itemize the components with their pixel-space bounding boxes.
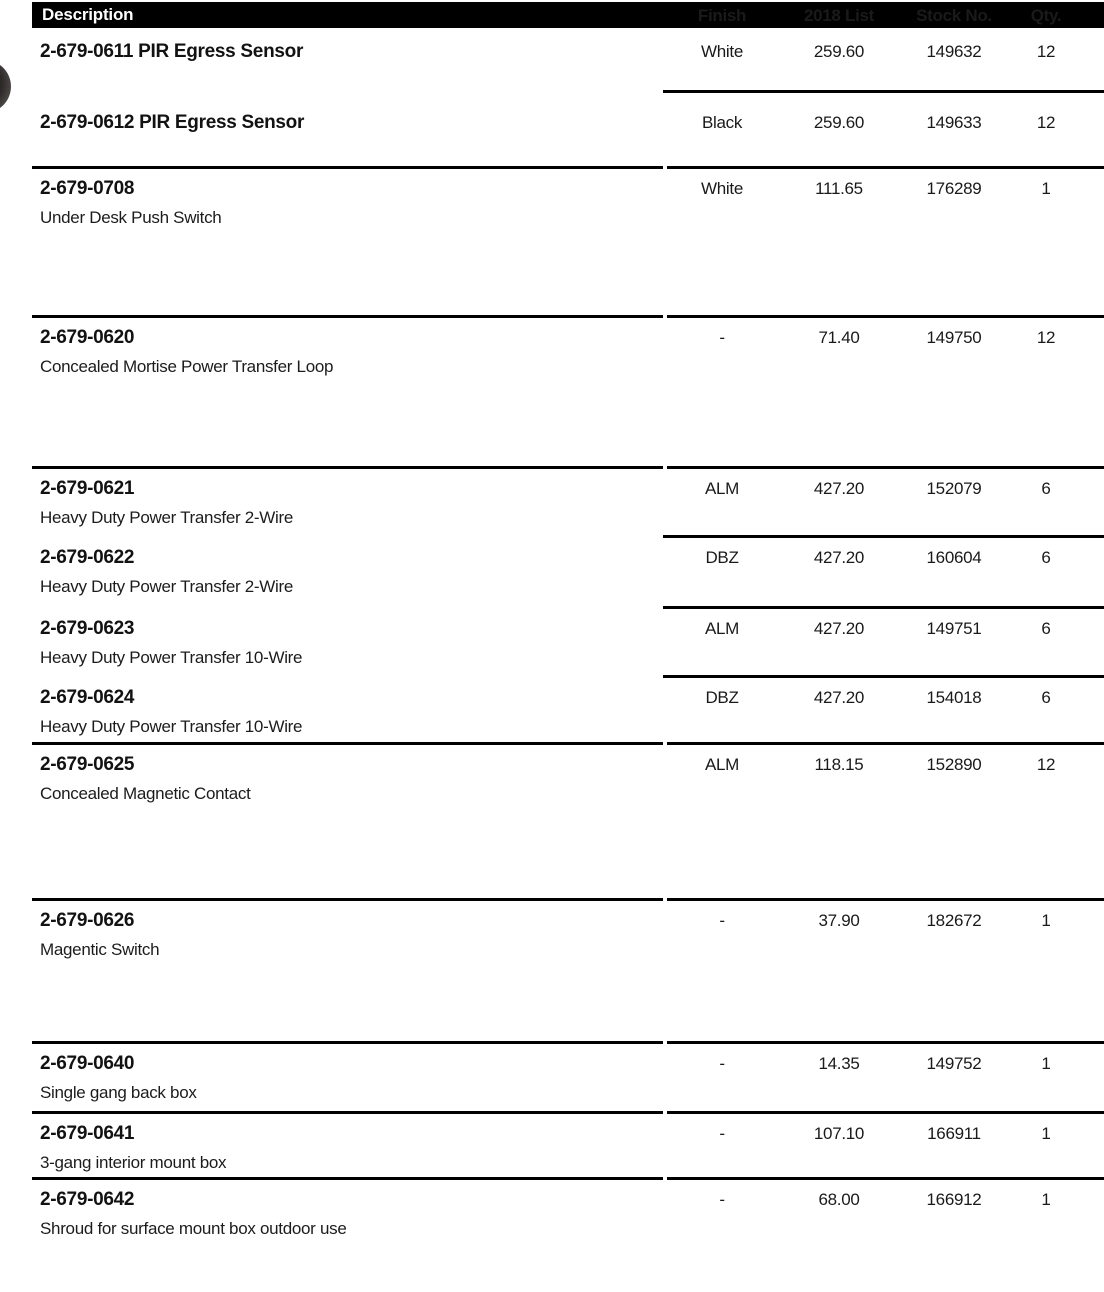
product-code: 2-679-0640 <box>40 1053 135 1074</box>
qty-value: 6 <box>1041 479 1051 498</box>
stock-no-value: 149752 <box>926 1054 982 1073</box>
product-code: 2-679-0611 PIR Egress Sensor <box>40 41 304 62</box>
list-price-value: 427.20 <box>813 619 865 638</box>
product-code: 2-679-0641 <box>40 1123 135 1144</box>
list-price-value: 111.65 <box>815 179 863 198</box>
qty-value: 6 <box>1041 619 1051 638</box>
qty-value: 1 <box>1041 911 1051 930</box>
product-photo-circle <box>0 60 11 113</box>
table-row <box>32 469 1104 535</box>
list-price-value: 427.20 <box>813 548 865 567</box>
product-description: Single gang back box <box>40 1083 197 1102</box>
finish-value: White <box>701 42 743 61</box>
product-code: 2-679-0623 <box>40 618 135 639</box>
table-row <box>32 1044 1104 1111</box>
list-price-value: 37.90 <box>818 911 860 930</box>
finish-value: DBZ <box>705 548 739 567</box>
finish-value: ALM <box>704 479 740 498</box>
finish-value: ALM <box>704 619 740 638</box>
stock-no-value: 152079 <box>926 479 982 498</box>
list-price-value: 68.00 <box>818 1190 860 1209</box>
product-code: 2-679-0625 <box>40 754 135 775</box>
product-description: Heavy Duty Power Transfer 2-Wire <box>40 508 294 527</box>
stock-no-value: 149633 <box>926 113 982 132</box>
table-row <box>32 28 1104 90</box>
table-row <box>32 93 1104 166</box>
table-row <box>32 745 1104 898</box>
product-description: Under Desk Push Switch <box>40 208 222 227</box>
product-code: 2-679-0708 <box>40 178 135 199</box>
finish-value: - <box>719 911 725 930</box>
table-row <box>32 538 1104 606</box>
finish-value: - <box>719 1054 725 1073</box>
qty-value: 6 <box>1041 548 1051 567</box>
column-header-2018-list: 2018 List <box>803 5 875 25</box>
list-price-value: 259.60 <box>813 113 865 132</box>
product-code: 2-679-0624 <box>40 687 135 708</box>
column-header-finish: Finish <box>697 5 747 25</box>
product-code: 2-679-0626 <box>40 910 135 931</box>
column-header-stock-no: Stock No. <box>916 5 992 25</box>
product-code: 2-679-0642 <box>40 1189 135 1210</box>
stock-no-value: 149750 <box>926 328 982 347</box>
stock-no-value: 149751 <box>926 619 982 638</box>
product-description: Shroud for surface mount box outdoor use <box>40 1219 347 1238</box>
price-list-table <box>32 2 1104 1292</box>
qty-value: 12 <box>1036 328 1056 347</box>
product-description: Concealed Magnetic Contact <box>40 784 251 803</box>
finish-value: White <box>701 179 743 198</box>
product-code: 2-679-0621 <box>40 478 135 499</box>
table-row <box>32 318 1104 466</box>
list-price-value: 259.60 <box>813 42 865 61</box>
finish-value: ALM <box>704 755 740 774</box>
stock-no-value: 154018 <box>926 688 982 707</box>
qty-value: 1 <box>1041 1124 1051 1143</box>
stock-no-value: 166911 <box>927 1124 981 1143</box>
column-header-description: Description <box>42 5 134 24</box>
qty-value: 12 <box>1036 42 1056 61</box>
qty-value: 6 <box>1041 688 1051 707</box>
table-row <box>32 609 1104 675</box>
product-description: Magentic Switch <box>40 940 160 959</box>
product-description: Concealed Mortise Power Transfer Loop <box>40 357 334 376</box>
list-price-value: 14.35 <box>818 1054 860 1073</box>
product-code: 2-679-0612 PIR Egress Sensor <box>40 112 305 133</box>
finish-value: DBZ <box>705 688 739 707</box>
product-description: Heavy Duty Power Transfer 10-Wire <box>40 717 303 736</box>
table-header <box>32 2 1104 28</box>
stock-no-value: 160604 <box>926 548 982 567</box>
column-header-qty: Qty. <box>1030 5 1062 25</box>
product-description: Heavy Duty Power Transfer 2-Wire <box>40 577 294 596</box>
product-code: 2-679-0622 <box>40 547 135 568</box>
stock-no-value: 166912 <box>926 1190 982 1209</box>
list-price-value: 71.40 <box>818 328 860 347</box>
table-row <box>32 901 1104 1041</box>
stock-no-value: 149632 <box>926 42 982 61</box>
qty-value: 1 <box>1041 179 1051 198</box>
list-price-value: 427.20 <box>813 479 865 498</box>
stock-no-value: 176289 <box>926 179 982 198</box>
list-price-value: 118.15 <box>814 755 864 774</box>
stock-no-value: 182672 <box>926 911 982 930</box>
qty-value: 1 <box>1041 1054 1051 1073</box>
table-row <box>32 1114 1104 1177</box>
product-description: Heavy Duty Power Transfer 10-Wire <box>40 648 303 667</box>
table-row <box>32 1180 1104 1292</box>
list-price-value: 107.10 <box>813 1124 865 1143</box>
product-code: 2-679-0620 <box>40 327 135 348</box>
qty-value: 12 <box>1036 755 1056 774</box>
finish-value: - <box>719 1124 725 1143</box>
finish-value: - <box>719 328 725 347</box>
finish-value: Black <box>701 113 743 132</box>
table-row <box>32 169 1104 315</box>
qty-value: 12 <box>1036 113 1056 132</box>
finish-value: - <box>719 1190 725 1209</box>
list-price-value: 427.20 <box>813 688 865 707</box>
table-row <box>32 678 1104 742</box>
qty-value: 1 <box>1041 1190 1051 1209</box>
stock-no-value: 152890 <box>926 755 982 774</box>
product-description: 3-gang interior mount box <box>40 1153 227 1172</box>
